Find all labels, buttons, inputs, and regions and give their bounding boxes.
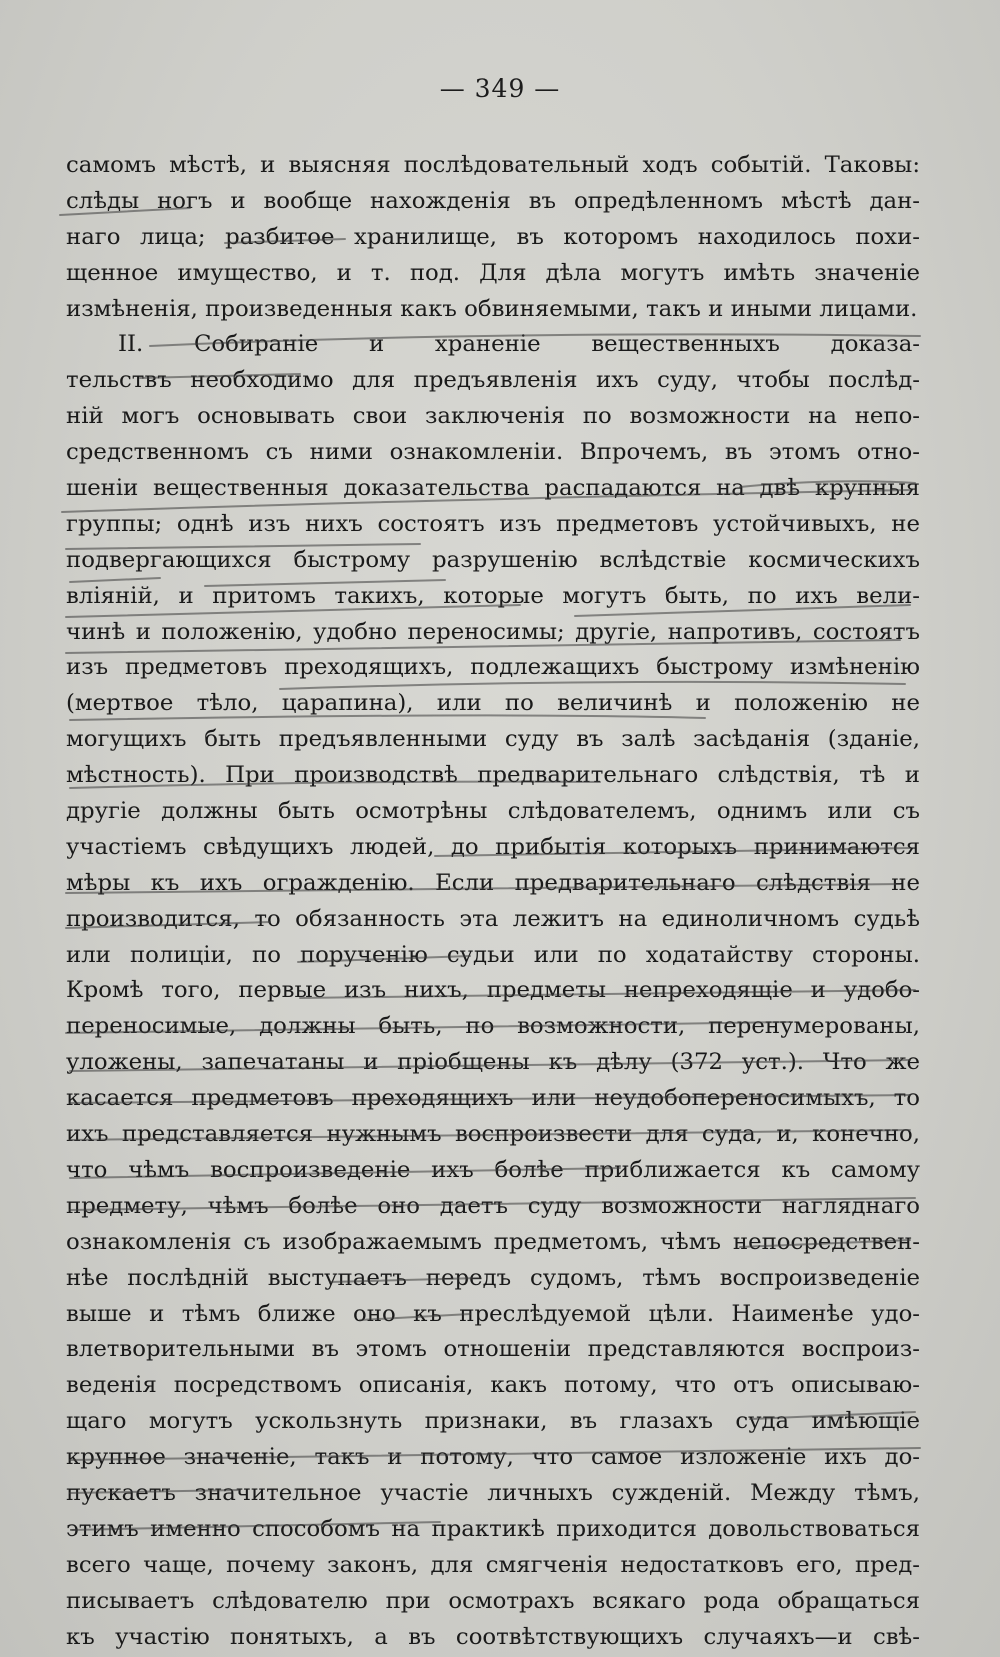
text-line: что чѣмъ воспроизведеніе ихъ болѣе приближается къ самому <box>66 1156 920 1183</box>
page-number: — 349 — <box>439 74 561 103</box>
text-line: участіемъ свѣдущихъ людей, до прибытія которыхъ принимаются <box>66 833 920 860</box>
text-line: чинѣ и положенію, удобно переносимы; другіе, напротивъ, состоятъ <box>66 618 920 645</box>
text-line: шеніи вещественныя доказательства распадаются на двѣ крупныя <box>66 475 920 502</box>
text-line: выше и тѣмъ ближе оно къ преслѣдуемой цѣли. Наименѣе удо- <box>66 1300 920 1327</box>
text-line: этимъ именно способомъ на практикѣ приходится довольствоваться <box>66 1515 920 1542</box>
text-line: веденія посредствомъ описанія, какъ потому, что отъ описываю- <box>66 1372 920 1399</box>
text-line: переносимые, должны быть, по возможности, перенумерованы, <box>66 1013 920 1040</box>
text-line: слѣды ногъ и вообще нахожденія въ опредѣленномъ мѣстѣ дан- <box>66 187 920 214</box>
text-line: мѣры къ ихъ огражденію. Если предварительнаго слѣдствія не <box>66 869 920 896</box>
text-line: ихъ представляется нужнымъ воспроизвести для суда, и, конечно, <box>66 1121 920 1148</box>
text-line: другіе должны быть осмотрѣны слѣдователемъ, однимъ или съ <box>66 798 920 825</box>
text-line: нѣе послѣдній выступаетъ передъ судомъ, тѣмъ воспроизведеніе <box>66 1264 920 1291</box>
text-line: группы; однѣ изъ нихъ состоятъ изъ предметовъ устойчивыхъ, не <box>66 510 920 537</box>
text-line: вліяній, и притомъ такихъ, которые могутъ быть, по ихъ вели- <box>66 582 920 609</box>
text-line: измѣненія, произведенныя какъ обвиняемыми, такъ и иными лицами. <box>66 295 918 322</box>
text-line: или полиціи, по порученію судьи или по ходатайству стороны. <box>66 941 920 968</box>
body-text <box>66 148 920 1655</box>
text-line: средственномъ съ ними ознакомленіи. Впрочемъ, въ этомъ отно- <box>66 439 920 466</box>
text-line: всего чаще, почему законъ, для смягченія недостатковъ его, пред- <box>66 1551 920 1578</box>
text-line: касается предметовъ преходящихъ или неудобопереносимыхъ, то <box>66 1085 920 1112</box>
text-line: писываетъ слѣдователю при осмотрахъ всякаго рода обращаться <box>66 1587 920 1614</box>
text-line: предмету, чѣмъ болѣе оно даетъ суду возможности нагляднаго <box>66 1192 920 1219</box>
text-line: мѣстность). При производствѣ предварительнаго слѣдствія, тѣ и <box>66 762 920 789</box>
text-line: тельствъ необходимо для предъявленія ихъ суду, чтобы послѣд- <box>66 367 920 394</box>
text-line: самомъ мѣстѣ, и выясняя послѣдовательный ходъ событій. Таковы: <box>66 152 920 178</box>
text-line: ознакомленія съ изображаемымъ предметомъ, чѣмъ непосредствен- <box>66 1228 920 1255</box>
text-line: Кромѣ того, первые изъ нихъ, предметы непреходящіе и удобо- <box>66 977 920 1004</box>
text-line: уложены, запечатаны и пріобщены къ дѣлу (372 уст.). Что же <box>66 1049 920 1076</box>
text-line: наго лица; разбитое хранилище, въ которомъ находилось похи- <box>66 223 920 250</box>
text-line: крупное значеніе, такъ и потому, что самое изложеніе ихъ до- <box>66 1444 920 1471</box>
text-line: влетворительными въ этомъ отношеніи представляются воспроиз- <box>66 1336 920 1363</box>
text-line: производится, то обязанность эта лежитъ на единоличномъ судьѣ <box>66 905 920 932</box>
text-line: къ участію понятыхъ, а въ соотвѣтствующихъ случаяхъ—и свѣ- <box>66 1623 920 1650</box>
text-line: пускаетъ значительное участіе личныхъ сужденій. Между тѣмъ, <box>66 1479 920 1506</box>
text-line: изъ предметовъ преходящихъ, подлежащихъ быстрому измѣненію <box>66 654 920 681</box>
text-line: II. Собираніе и храненіе вещественныхъ доказа- <box>118 331 920 358</box>
text-line: щенное имущество, и т. под. Для дѣла могутъ имѣть значеніе <box>66 259 920 286</box>
text-line: ній могъ основывать свои заключенія по возможности на непо- <box>66 403 920 430</box>
text-line: подвергающихся быстрому разрушенію вслѣдствіе космическихъ <box>66 546 920 573</box>
text-line: (мертвое тѣло, царапина), или по величинѣ и положенію не <box>66 690 920 717</box>
text-line: могущихъ быть предъявленными суду въ залѣ засѣданія (зданіе, <box>66 726 920 753</box>
text-line: щаго могутъ ускользнуть признаки, въ глазахъ суда имѣющіе <box>66 1408 920 1435</box>
